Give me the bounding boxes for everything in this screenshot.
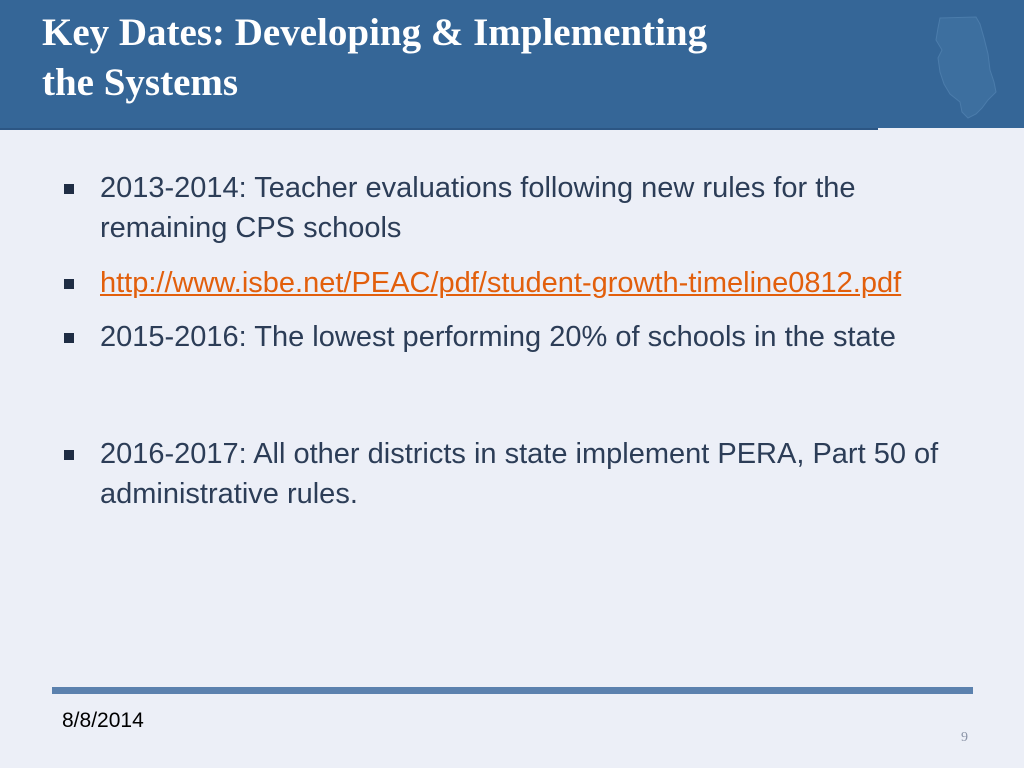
bullet-text: 2015-2016: The lowest performing 20% of schools in the state [100,321,896,353]
square-bullet-icon [64,279,74,289]
slide-title-line-2: the Systems [42,61,239,104]
pdf-link[interactable]: http://www.isbe.net/PEAC/pdf/student-growth-timeline0812.pdf [100,267,902,299]
header-underline [0,128,878,130]
square-bullet-icon [64,450,74,460]
square-bullet-icon [64,333,74,343]
bullet-text: 2013-2014: Teacher evaluations following new rules for the remaining CPS schools [100,172,856,244]
bullet-item [62,317,972,357]
footer-divider [52,687,973,694]
bullet-text: 2016-2017: All other districts in state implement PERA, Part 50 of administrative rules. [100,438,939,510]
square-bullet-icon [64,184,74,194]
bullet-item [62,168,972,248]
slide-title [42,8,902,108]
slide-title-line-1: Key Dates: Developing & Implementing [42,11,708,54]
bullet-item [62,434,972,514]
footer-date: 8/8/2014 [62,709,144,732]
page-number: 9 [961,730,968,745]
header-bar [0,0,1024,128]
illinois-state-outline-icon [930,14,1010,120]
bullet-list [62,168,972,514]
bullet-item [62,263,972,303]
